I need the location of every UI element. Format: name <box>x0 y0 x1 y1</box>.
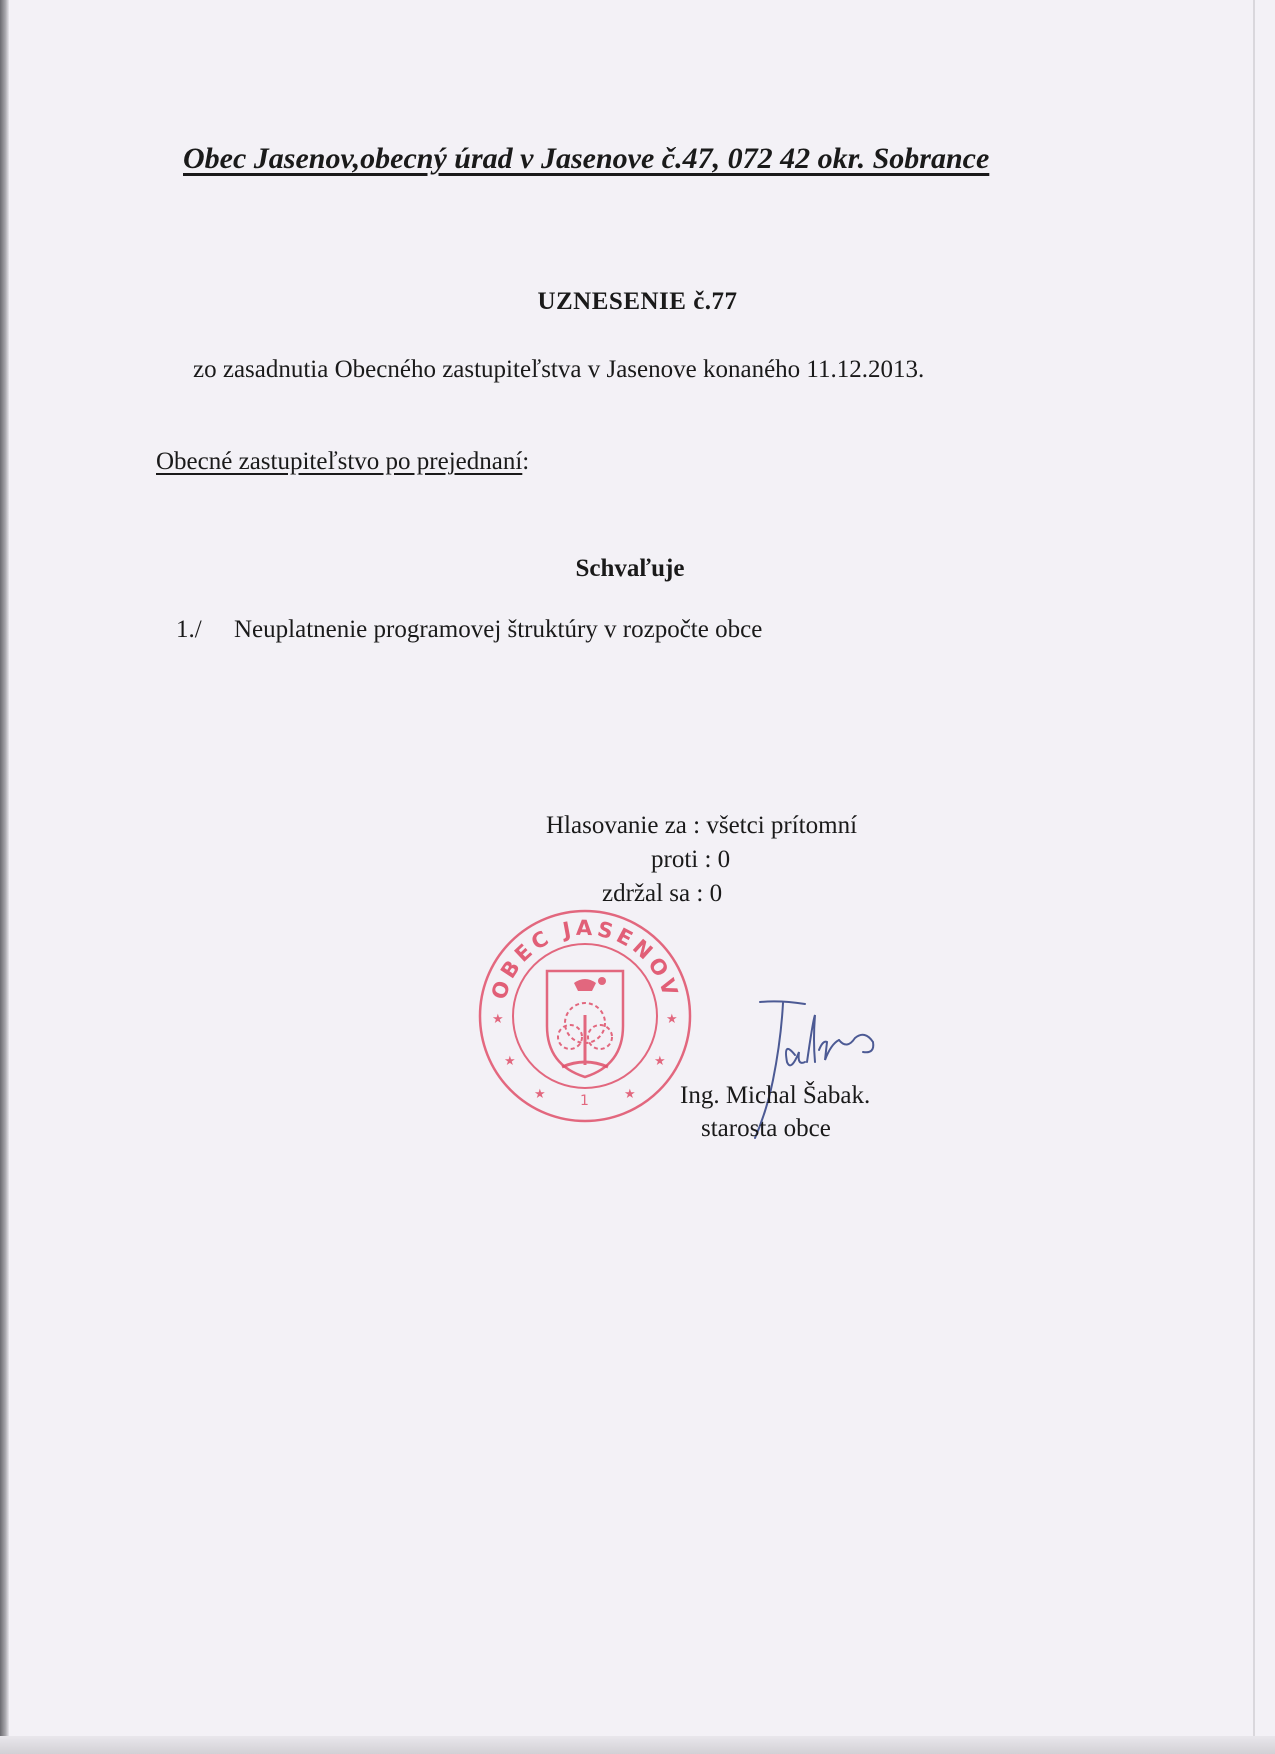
list-item <box>176 616 762 644</box>
intro-colon: : <box>522 448 530 475</box>
meeting-subtitle: zo zasadnutia Obecného zastupiteľstva v Jasenove konaného 11.12.2013. <box>193 356 925 383</box>
document-title: UZNESENIE č.77 <box>537 288 738 315</box>
svg-text:★: ★ <box>654 1054 666 1069</box>
stamp-text: OBEC JASENOV <box>486 915 684 1003</box>
scan-edge-bottom <box>0 1736 1275 1754</box>
signer-name: Ing. Michal Šabak. <box>680 1082 871 1109</box>
scan-edge-right <box>1253 0 1255 1754</box>
document-header: Obec Jasenov,obecný úrad v Jasenove č.47, 072 42 okr. Sobrance <box>183 142 990 175</box>
stamp-number: 1 <box>580 1093 589 1109</box>
svg-text:★: ★ <box>504 1054 516 1069</box>
signer-role: starosta obce <box>701 1115 831 1142</box>
intro-label: Obecné zastupiteľstvo po prejednaní <box>156 448 523 475</box>
svg-text:★: ★ <box>624 1087 636 1102</box>
vote-for: Hlasovanie za : všetci prítomní <box>546 812 858 839</box>
svg-text:★: ★ <box>666 1012 678 1027</box>
svg-text:★: ★ <box>534 1087 546 1102</box>
intro-line <box>156 448 529 476</box>
section-heading: Schvaľuje <box>575 555 685 582</box>
vote-against: proti : 0 <box>651 846 731 873</box>
scan-edge-left <box>0 0 9 1754</box>
svg-text:★: ★ <box>492 1012 504 1027</box>
list-item-text: Neuplatnenie programovej štruktúry v rozpočte obce <box>234 616 763 643</box>
list-item-number: 1./ <box>176 616 202 643</box>
vote-abstain: zdržal sa : 0 <box>602 880 723 907</box>
municipal-stamp <box>474 905 696 1127</box>
